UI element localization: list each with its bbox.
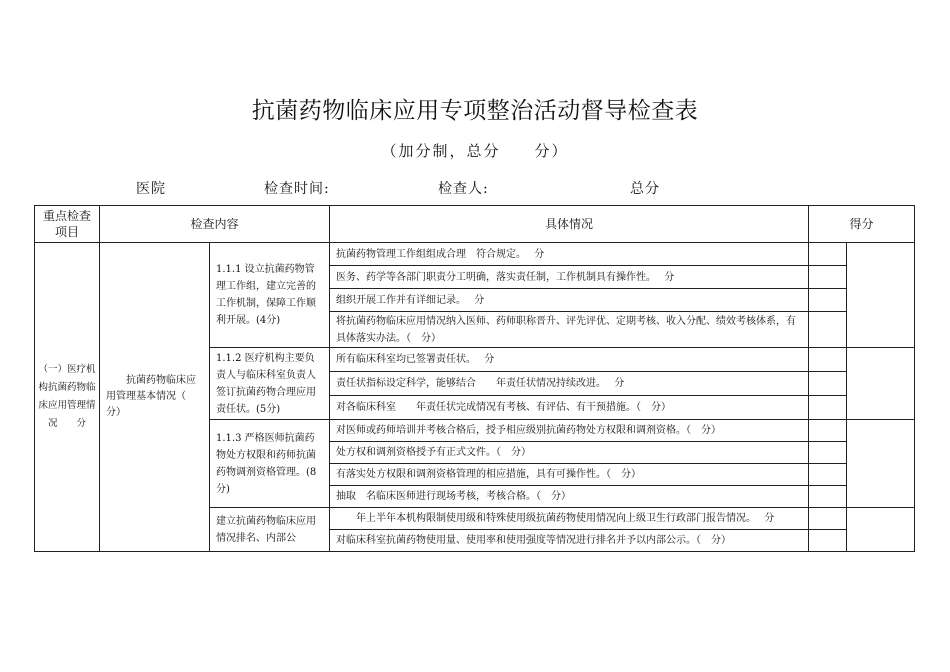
- score-input-cell[interactable]: [809, 420, 847, 442]
- header-score: 得分: [809, 206, 915, 243]
- detail-cell: 有落实处方权限和调剂资格管理的相应措施，具有可操作性。（ 分）: [330, 464, 809, 486]
- hospital-label: 医院: [136, 181, 166, 197]
- header-content: 检查内容: [100, 206, 330, 243]
- inspector-label: 检查人:: [438, 181, 489, 197]
- header-key-item: 重点检查项目: [35, 206, 100, 243]
- detail-cell: 责任状指标设定科学，能够结合 年责任状情况持续改进。 分: [330, 372, 809, 396]
- total-score-label: 总分: [630, 181, 660, 197]
- detail-cell: 对各临床科室 年责任状完成情况有考核、有评估、有干预措施。（ 分）: [330, 396, 809, 420]
- score-input-cell[interactable]: [809, 348, 847, 372]
- group-score-cell[interactable]: [847, 348, 915, 420]
- table-header-row: [35, 206, 915, 243]
- score-input-cell[interactable]: [809, 372, 847, 396]
- score-input-cell[interactable]: [809, 486, 847, 508]
- table-row: [35, 243, 915, 266]
- detail-cell: 对医师或药师培训并考核合格后，授予相应级别抗菌药物处方权限和调剂资格。（ 分）: [330, 420, 809, 442]
- group-score-cell[interactable]: [847, 243, 915, 348]
- group-score-cell[interactable]: [847, 420, 915, 508]
- detail-cell: 处方权和调剂资格授予有正式文件。（ 分）: [330, 442, 809, 464]
- inspection-time-label: 检查时间:: [264, 181, 330, 197]
- score-input-cell[interactable]: [809, 442, 847, 464]
- detail-cell: 所有临床科室均已签署责任状。 分: [330, 348, 809, 372]
- detail-cell: 医务、药学等各部门职责分工明确，落实责任制，工作机制具有操作性。 分: [330, 266, 809, 289]
- subsection-cell: 抗菌药物临床应用管理基本情况（ 分）: [100, 243, 210, 552]
- score-input-cell[interactable]: [809, 508, 847, 530]
- section-cell: （一）医疗机构抗菌药物临床应用管理情况 分: [35, 243, 100, 552]
- page-title: 抗菌药物临床应用专项整治活动督导检查表: [251, 98, 699, 124]
- score-input-cell[interactable]: [809, 243, 847, 266]
- check-item: 1.1.2 医疗机构主要负责人与临床科室负责人签订抗菌药物合理应用责任状。(5分): [210, 348, 330, 420]
- detail-cell: 组织开展工作并有详细记录。 分: [330, 289, 809, 312]
- score-input-cell[interactable]: [809, 530, 847, 552]
- scoring-note: （加分制，总分 分）: [381, 142, 569, 160]
- score-input-cell[interactable]: [809, 266, 847, 289]
- check-item: 1.1.3 严格医师抗菌药物处方权限和药师抗菌药物调剂资格管理。(8分): [210, 420, 330, 508]
- check-item: 1.1.1 设立抗菌药物管理工作组，建立完善的工作机制，保障工作顺利开展。(4分): [210, 243, 330, 348]
- detail-cell: 抽取 名临床医师进行现场考核，考核合格。（ 分）: [330, 486, 809, 508]
- detail-cell: 对临床科室抗菌药物使用量、使用率和使用强度等情况进行排名并予以内部公示。（ 分）: [330, 530, 809, 552]
- inspection-table: [34, 205, 915, 552]
- detail-cell: 年上半年本机构限制使用级和特殊使用级抗菌药物使用情况向上级卫生行政部门报告情况。 分: [330, 508, 809, 530]
- header-detail: 具体情况: [330, 206, 809, 243]
- group-score-cell[interactable]: [847, 508, 915, 552]
- check-item: 建立抗菌药物临床应用情况排名、内部公: [210, 508, 330, 552]
- score-input-cell[interactable]: [809, 464, 847, 486]
- score-input-cell[interactable]: [809, 396, 847, 420]
- score-input-cell[interactable]: [809, 289, 847, 312]
- detail-cell: 抗菌药物管理工作组组成合理 符合规定。 分: [330, 243, 809, 266]
- detail-cell: 将抗菌药物临床应用情况纳入医师、药师职称晋升、评先评优、定期考核、收入分配、绩效考核体系，有具体落实办法。（ 分）: [330, 312, 809, 348]
- score-input-cell[interactable]: [809, 312, 847, 348]
